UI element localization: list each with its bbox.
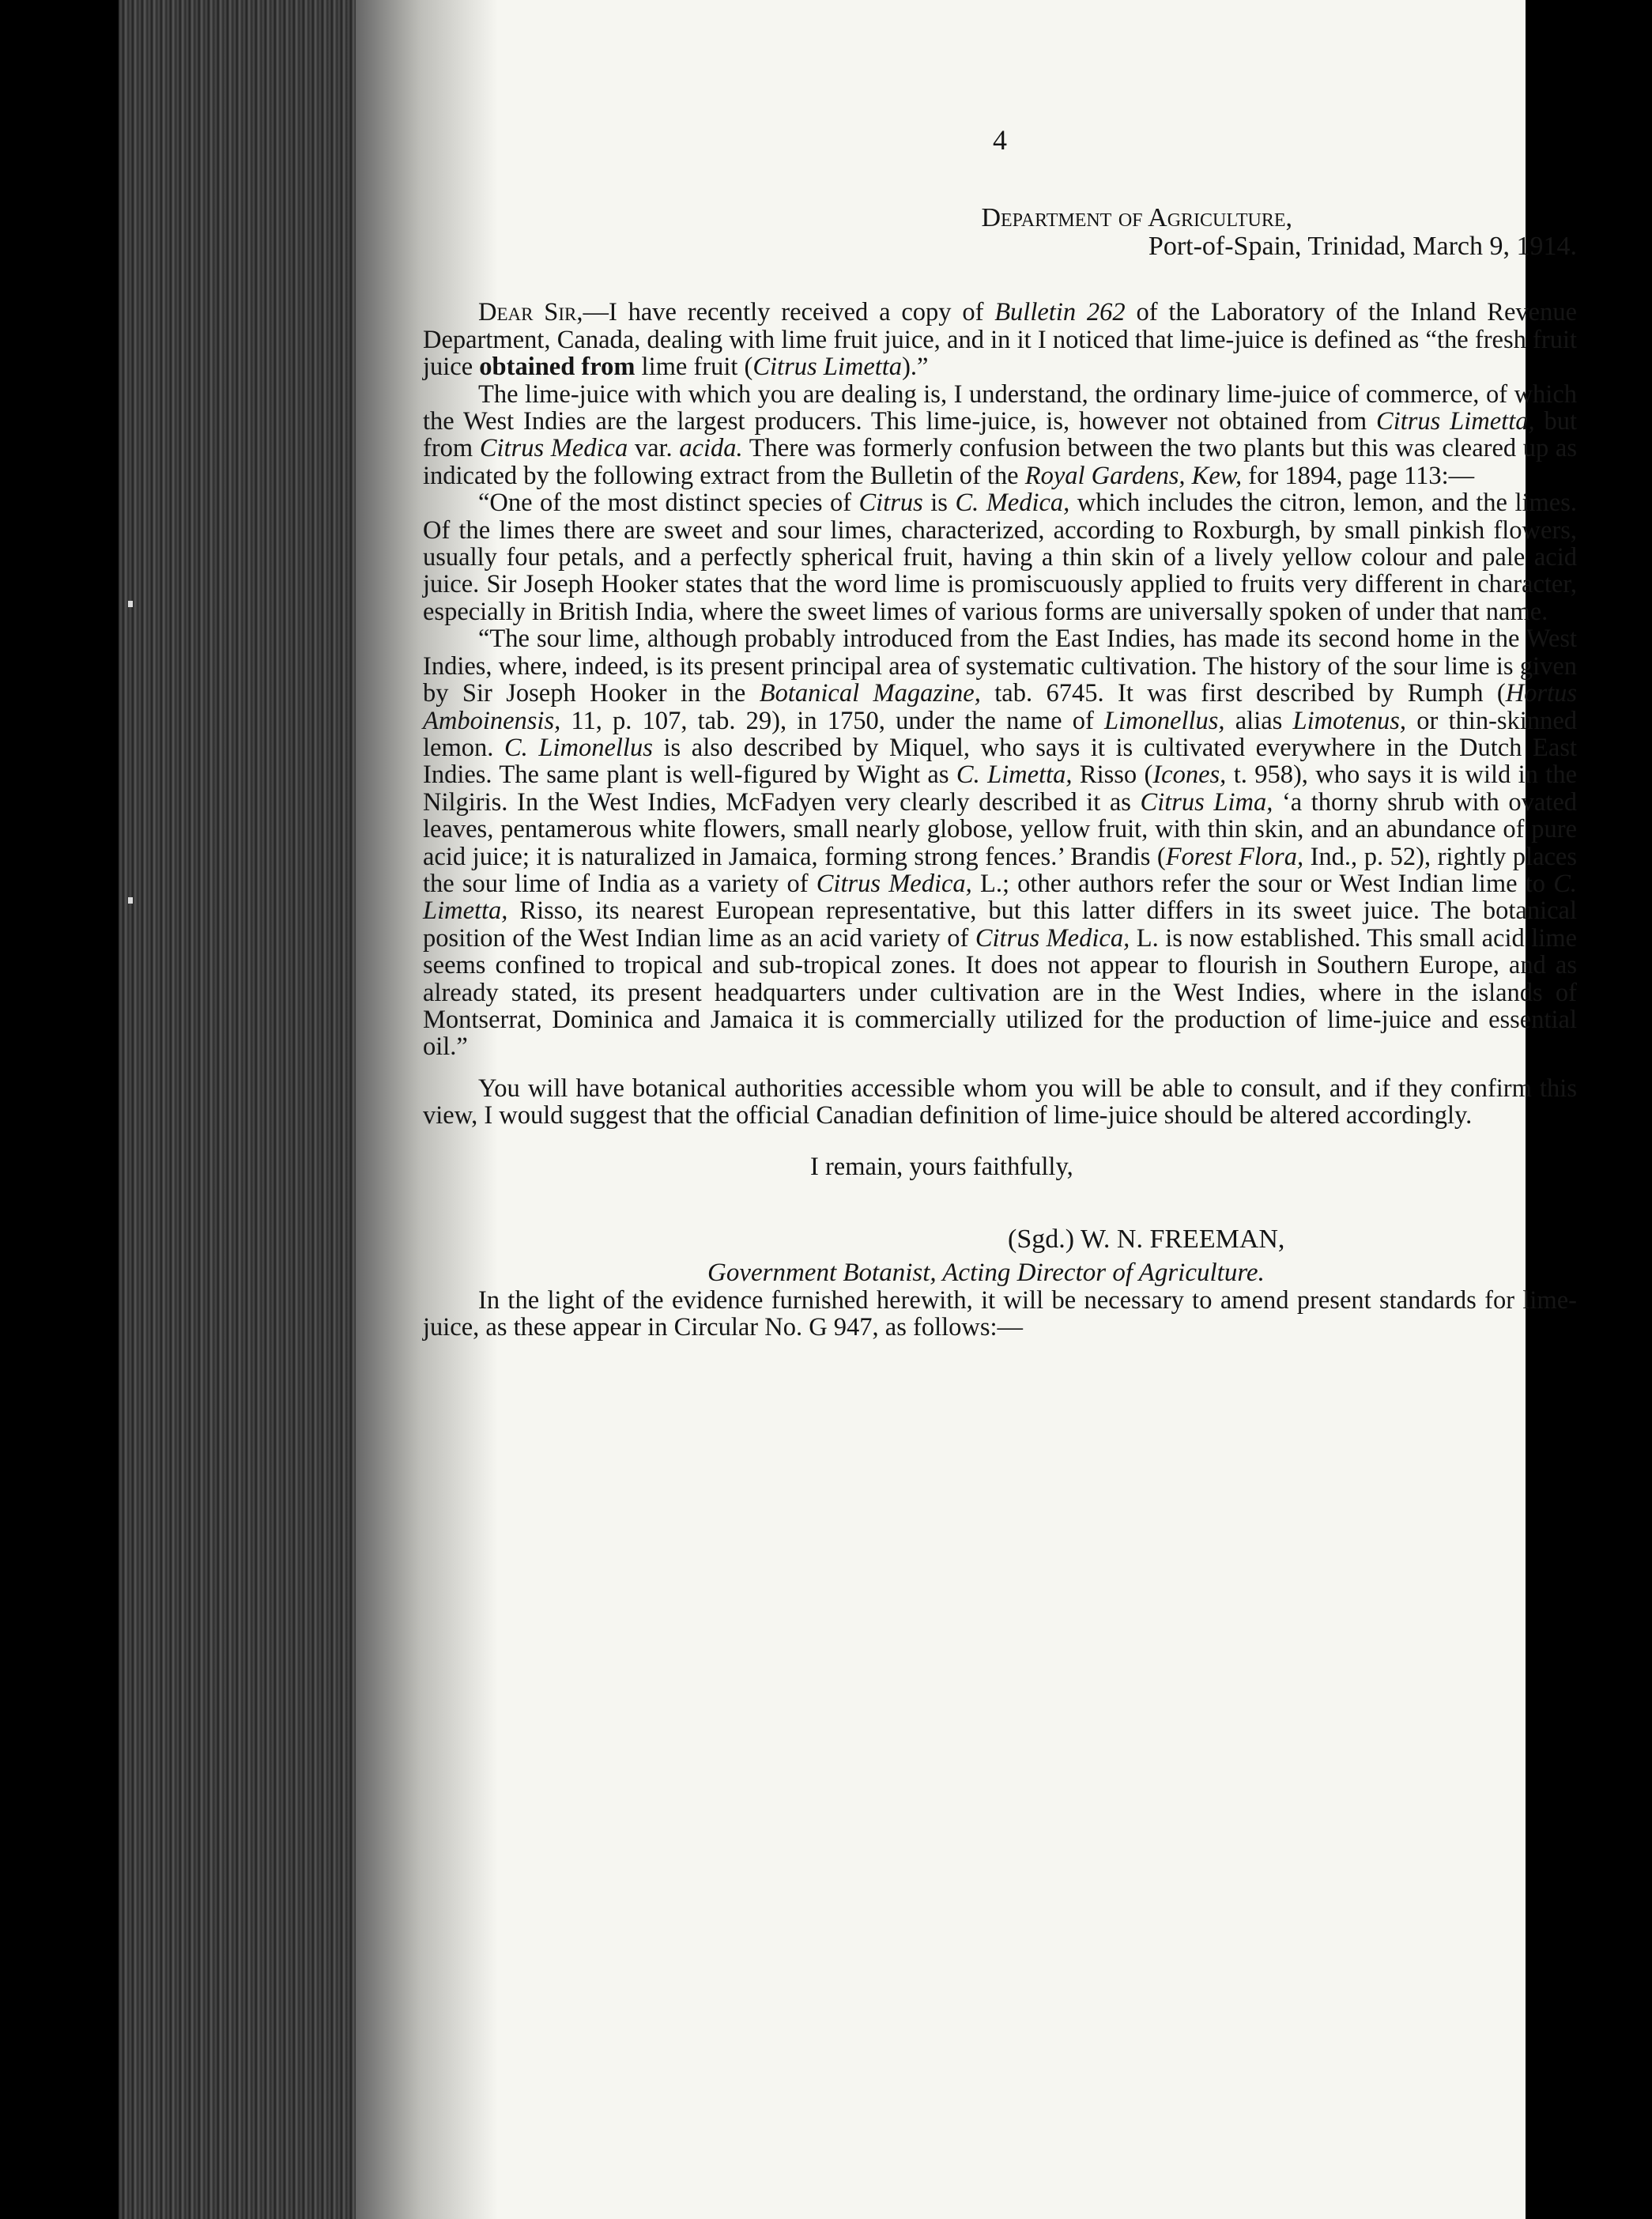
signature-name: (Sgd.) W. N. FREEMAN, — [1008, 1225, 1285, 1254]
page-edge-shadow — [119, 0, 356, 2219]
edge-speck — [128, 601, 133, 607]
letter-header-department: Department of Agriculture, — [981, 203, 1292, 233]
letter-header-place-date: Port-of-Spain, Trinidad, March 9, 1914. — [1148, 232, 1577, 262]
letter-paragraph: You will have botanical authorities accessible whom you will be able to consult, and if they confirm this view, I would suggest that the official Canadian definition of lime-juice should be altered accordingly. — [423, 1074, 1577, 1130]
edge-speck — [128, 897, 133, 904]
letter-paragraph: The lime-juice with which you are dealing is, I understand, the ordinary lime-juice of commerce, of which the West Indies are the largest producers. This lime-juice, is, however not obtained from Citrus Limetta, but from Citrus Medica var. acida. There was formerly confusion between the two plants but this was cleared up as indicated by the following extract from the Bulletin of the Royal Gardens, Kew, for 1894, page 113:— — [423, 379, 1578, 490]
final-paragraph: In the light of the evidence furnished herewith, it will be necessary to amend present standards for lime-juice, as these appear in Circular No. G 947, as follows:— — [423, 1285, 1577, 1342]
letter-closing: I remain, yours faithfully, — [810, 1152, 1073, 1181]
quoted-paragraph: “One of the most distinct species of Citrus is C. Medica, which includes the citron, lemon, and the limes. Of the limes there are sweet and sour limes, characterized, according to Roxburgh, by small pinkish flowers, usually four petals, and a perfectly spherical fruit, having a thin skin of a lively yellow colour and pale acid juice. Sir Joseph Hooker states that the word lime is promiscuously applied to fruits very different in character, especially in British India, where the sweet limes of various forms are universally spoken of under that name. — [423, 489, 1577, 626]
quoted-paragraph: “The sour lime, although probably introduced from the East Indies, has made its second home in the West Indies, where, indeed, is its present principal area of systematic cultivation. The history of the sour lime is given by Sir Joseph Hooker in the Botanical Magazine, tab. 6745. It was first described by Rumph (Hortus Amboinensis, 11, p. 107, tab. 29), in 1750, under the name of Limonellus, alias Limotenus, or thin-skinned lemon. C. Limonellus is also described by Miquel, who says it is cultivated everywhere in the Dutch East Indies. The same plant is well-figured by Wight as C. Limetta, Risso (Icones, t. 958), who says it is wild in the Nilgiris. In the West Indies, McFadyen very clearly described it as Citrus Lima, ‘a thorny shrub with ovated leaves, pentamerous white flowers, small nearly globose, yellow fruit, with thin skin, and an abundance of pure acid juice; it is naturalized in Jamaica, forming strong fences.’ Brandis (Forest Flora, Ind., p. 52), rightly places the sour lime of India as a variety of Citrus Medica, L.; other authors refer the sour or West Indian lime to C. Limetta, Risso, its nearest European representative, but this latter differs in its sweet juice. The botanical position of the West Indian lime as an acid variety of Citrus Medica, L. is now established. This small acid lime seems confined to tropical and sub-tropical zones. It does not appear to flourish in Southern Europe, and as already stated, its present headquarters under cultivation are in the West Indies, where in the islands of Montserrat, Dominica and Jamaica it is commercially utilized for the production of lime-juice and essential oil.” — [423, 625, 1578, 1062]
signature-title: Government Botanist, Acting Director of Agriculture. — [707, 1259, 1265, 1288]
letter-paragraph: Dear Sir,—I have recently received a copy of Bulletin 262 of the Laboratory of the Inland Revenue Department, Canada, dealing with lime fruit juice, and in it I noticed that lime-juice is defined as “the fresh fruit juice obtained from lime fruit (Citrus Limetta).” — [423, 298, 1577, 382]
document-text — [423, 126, 1577, 1342]
page-number: 4 — [993, 124, 1007, 156]
